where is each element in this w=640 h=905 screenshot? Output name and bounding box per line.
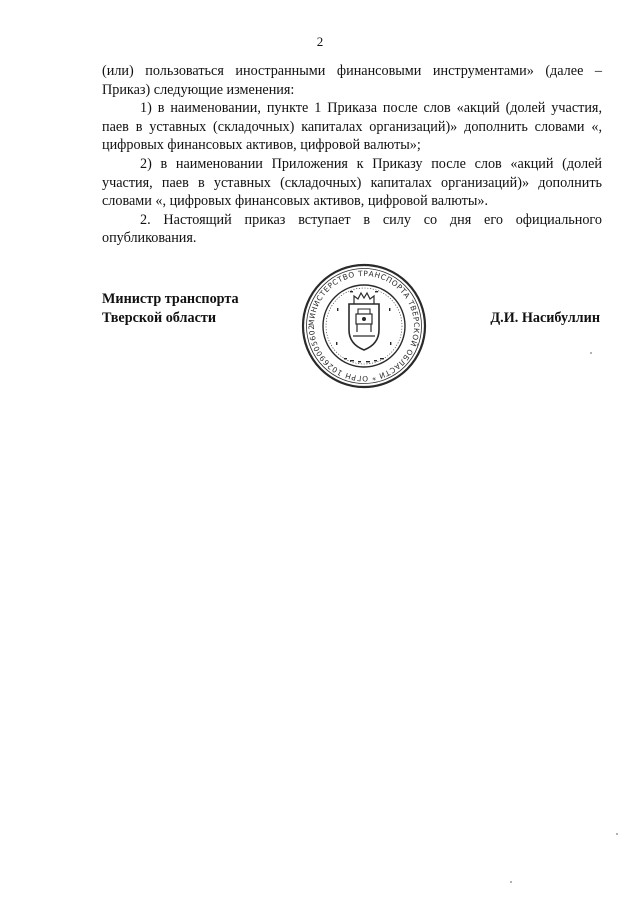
- document-body: [102, 62, 602, 248]
- paragraph-item-2: 2) в наименовании Приложения к Приказу после слов «акций (долей участия, паев в уставных (складочных) капиталах организаций)» дополнить словами «, цифровых финансовых активов, цифровой валюты».: [102, 155, 602, 210]
- paragraph-continuation: (или) пользоваться иностранными финансовыми инструментами» (далее – Приказ) следующие изменения:: [102, 63, 602, 98]
- seal-inner-ring-thin: [326, 288, 402, 364]
- signatory-position: [102, 290, 239, 327]
- official-seal-stamp: [300, 262, 428, 390]
- signatory-name: Д.И. Насибуллин: [490, 310, 600, 326]
- seal-graphic: [300, 262, 428, 390]
- signatory-position-line-1: Министр транспорта: [102, 291, 239, 307]
- paragraph-item-1: 1) в наименовании, пункте 1 Приказа после слов «акций (долей участия, паев в уставных (складочных) капиталах организаций)» дополнить словами «, цифровых финансовых активов, цифровой валюты»;: [102, 100, 602, 154]
- seal-ring-text-path: МИНИСТЕРСТВО ТРАНСПОРТА ТВЕРСКОЙ ОБЛАСТИ * ОГРН 10269005602: [306, 268, 422, 384]
- page-number: 2: [316, 34, 324, 49]
- signatory-position-line-2: Тверской области: [102, 309, 217, 326]
- scan-speck: [590, 352, 592, 354]
- seal-decorative-marks: [336, 291, 391, 362]
- seal-outer-ring: [303, 265, 425, 387]
- coat-of-arms-icon: [349, 293, 379, 350]
- scan-speck: [616, 833, 618, 835]
- scan-speck: [510, 881, 512, 883]
- paragraph-clause-2: 2. Настоящий приказ вступает в силу со дня его официального опубликования.: [102, 211, 602, 247]
